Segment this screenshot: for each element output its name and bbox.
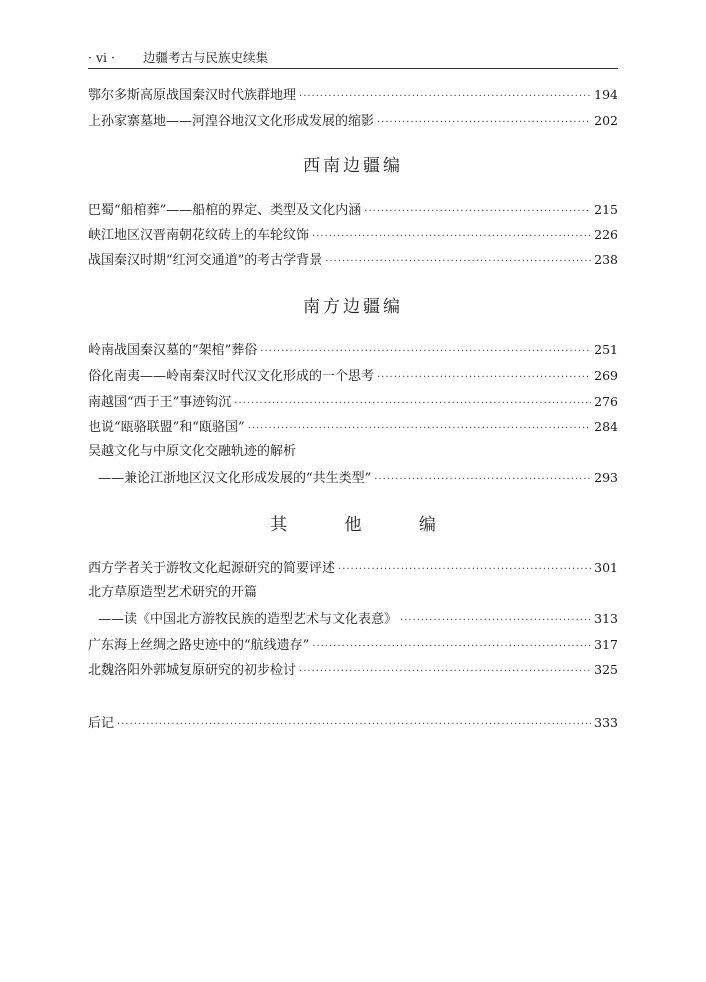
toc-entry-page: 276 [594, 394, 618, 409]
toc-entry-title: 上孙家寨墓地——河湟谷地汉文化形成发展的缩影 [88, 114, 375, 129]
toc-entry[interactable] [88, 340, 618, 360]
leader-dots [338, 560, 591, 580]
toc-entry-postscript[interactable] [88, 713, 618, 733]
toc-entry[interactable] [88, 468, 618, 488]
toc-entry[interactable] [88, 200, 618, 220]
toc-entry-page: 284 [594, 419, 618, 434]
leader-dots [248, 419, 592, 439]
toc-entry-page: 301 [594, 560, 618, 575]
header-rule [88, 68, 618, 69]
toc-entry[interactable] [88, 111, 618, 131]
toc-entry-title: 后记 [88, 716, 115, 731]
toc-entry-page: 251 [594, 342, 618, 357]
toc-entry[interactable] [88, 660, 618, 680]
toc-entry-page: 215 [594, 202, 618, 217]
toc-entry-title: 巴蜀“船棺葬”——船棺的界定、类型及文化内涵 [88, 203, 362, 218]
toc-entry[interactable] [88, 392, 618, 412]
toc-entry[interactable] [88, 558, 618, 578]
leader-dots [312, 227, 591, 247]
leader-dots [117, 715, 591, 735]
leader-dots [299, 662, 591, 682]
toc-entry-title: 俗化南夷——岭南秦汉时代汉文化形成的一个思考 [88, 369, 375, 384]
toc-entry-page: 325 [594, 662, 618, 677]
toc-entry[interactable] [88, 366, 618, 386]
toc-entry-subtitle: ——读《中国北方游牧民族的造型艺术与文化表意》 [98, 612, 398, 627]
page-folio: · vi · [88, 50, 115, 65]
leader-dots [260, 342, 591, 362]
toc-entry-heading[interactable] [88, 442, 618, 462]
toc-entry-title: 峡江地区汉晋南朝花纹砖上的车轮纹饰 [88, 228, 310, 243]
leader-dots [374, 470, 591, 490]
leader-dots [299, 87, 591, 107]
toc-entry[interactable] [88, 225, 618, 245]
toc-entry-page: 313 [594, 611, 618, 626]
leader-dots [400, 611, 591, 631]
toc-entry-subtitle: ——兼论江浙地区汉文化形成发展的“共生类型” [98, 471, 372, 486]
toc-entry-title: 鄂尔多斯高原战国秦汉时代族群地理 [88, 88, 297, 103]
leader-dots [377, 368, 591, 388]
toc-entry-title: 南越国“西于王”事迹钩沉 [88, 395, 232, 410]
toc-entry-title: 广东海上丝绸之路史迹中的“航线遗存” [88, 638, 310, 653]
toc-entry-title: 北方草原造型艺术研究的开篇 [88, 585, 258, 600]
leader-dots [377, 113, 591, 133]
toc-entry-page: 238 [594, 252, 618, 267]
toc-entry-title: 北魏洛阳外郭城复原研究的初步检讨 [88, 663, 297, 678]
toc-entry[interactable] [88, 609, 618, 629]
toc-entry-page: 269 [594, 368, 618, 383]
toc-entry-page: 333 [594, 715, 618, 730]
toc-entry-title: 吴越文化与中原文化交融轨迹的解析 [88, 444, 297, 459]
toc-entry-title: 也说“瓯骆联盟”和“瓯骆国” [88, 420, 245, 435]
toc-entry-page: 226 [594, 227, 618, 242]
section-title: 西南边疆编 [303, 156, 403, 176]
toc-entry[interactable] [88, 417, 618, 437]
toc-entry-title: 岭南战国秦汉墓的“架棺”葬俗 [88, 343, 258, 358]
toc-entry-page: 202 [594, 113, 618, 128]
toc-entry-title: 战国秦汉时期“红河交通道”的考古学背景 [88, 253, 323, 268]
toc-entry[interactable] [88, 250, 618, 270]
toc-entry-heading[interactable] [88, 583, 618, 603]
leader-dots [312, 637, 591, 657]
toc-entry-page: 194 [594, 87, 618, 102]
section-title: 南方边疆编 [303, 297, 403, 317]
toc-entry[interactable] [88, 85, 618, 105]
section-title: 其 他 编 [270, 515, 462, 535]
book-title: 边疆考古与民族史续集 [142, 50, 268, 65]
running-head [88, 50, 618, 70]
leader-dots [325, 252, 591, 272]
leader-dots [234, 394, 591, 414]
toc-entry-page: 293 [594, 470, 618, 485]
toc-entry-title: 西方学者关于游牧文化起源研究的简要评述 [88, 561, 336, 576]
toc-entry[interactable] [88, 635, 618, 655]
toc-entry-page: 317 [594, 637, 618, 652]
leader-dots [364, 202, 591, 222]
